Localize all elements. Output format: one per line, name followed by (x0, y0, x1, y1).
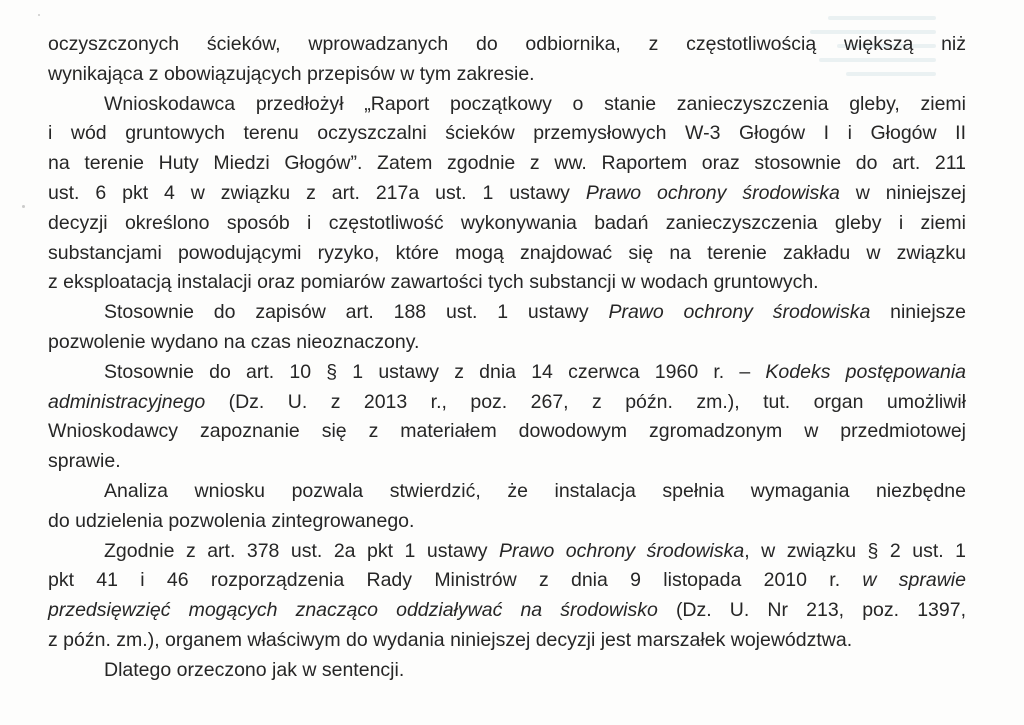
paragraph-3 (48, 298, 966, 358)
line-2 (48, 60, 966, 90)
paragraph-1 (48, 30, 966, 90)
text-fragment: (Dz. U. z 2013 r., poz. 267, z późn. zm.), tut. organ umożliwił (205, 390, 966, 413)
line-15 (48, 447, 966, 477)
text-fragment: Zgodnie z art. 378 ust. 2a pkt 1 ustawy (104, 539, 500, 562)
text-fragment: wynikająca z obowiązujących przepisów w tym zakresie. (48, 62, 535, 85)
text-fragment: ust. 6 pkt 4 w związku z art. 217a ust. 1 ustawy (48, 181, 586, 204)
line-3 (48, 90, 966, 120)
text-fragment: Dlatego orzeczono jak w sentencji. (104, 658, 405, 681)
line-6 (48, 179, 966, 209)
line-7 (48, 209, 966, 239)
line-10 (48, 298, 966, 328)
scan-speck (38, 14, 40, 16)
paragraph-5 (48, 477, 966, 537)
line-18 (48, 537, 966, 567)
line-1 (48, 30, 966, 60)
text-fragment: na terenie Huty Miedzi Głogów”. Zatem zgodnie z ww. Raportem oraz stosownie do art. 211 (48, 152, 966, 175)
text-fragment: pkt 41 i 46 rozporządzenia Rady Ministrów z dnia 9 listopada 2010 r. (48, 569, 863, 592)
text-fragment: z późn. zm.), organem właściwym do wydania niniejszej decyzji jest marszałek województwa. (48, 628, 853, 651)
scan-speck (22, 205, 25, 208)
italic-text-fragment: w sprawie (862, 569, 966, 592)
text-fragment: Stosownie do zapisów art. 188 ust. 1 ustawy (104, 301, 609, 324)
text-fragment: i wód gruntowych terenu oczyszczalni ścieków przemysłowych W-3 Głogów I i Głogów II (48, 122, 966, 145)
italic-text-fragment: przedsięwzięć mogących znacząco oddziaływać na środowisko (48, 599, 658, 622)
line-20 (48, 596, 966, 626)
line-14 (48, 417, 966, 447)
text-fragment: sprawie. (48, 450, 121, 473)
line-5 (48, 149, 966, 179)
text-fragment: (Dz. U. Nr 213, poz. 1397, (657, 599, 966, 622)
text-fragment: do udzielenia pozwolenia zintegrowanego. (48, 509, 415, 532)
line-9 (48, 268, 966, 298)
paragraph-7 (48, 656, 966, 686)
line-8 (48, 239, 966, 269)
line-21 (48, 626, 966, 656)
paragraph-6 (48, 537, 966, 656)
line-11 (48, 328, 966, 358)
italic-text-fragment: administracyjnego (48, 390, 206, 413)
line-22 (48, 656, 966, 686)
italic-text-fragment: Kodeks postępowania (765, 360, 966, 383)
line-17 (48, 507, 966, 537)
text-fragment: pozwolenie wydano na czas nieoznaczony. (48, 330, 420, 353)
text-fragment: Stosownie do art. 10 § 1 ustawy z dnia 14 czerwca 1960 r. – (104, 360, 766, 383)
document-page (48, 30, 966, 686)
text-fragment: w niniejszej (839, 181, 966, 204)
text-fragment: , w związku § 2 ust. 1 (744, 539, 966, 562)
text-fragment: z eksploatacją instalacji oraz pomiarów zawartości tych substancji w wodach gruntowych. (48, 271, 819, 294)
line-13 (48, 388, 966, 418)
paragraph-4 (48, 358, 966, 477)
text-fragment: substancjami powodującymi ryzyko, które mogą znajdować się na terenie zakładu w związku (48, 241, 966, 264)
paragraph-2 (48, 90, 966, 299)
text-fragment: Analiza wniosku pozwala stwierdzić, że instalacja spełnia wymagania niezbędne (104, 479, 966, 502)
text-fragment: oczyszczonych ścieków, wprowadzanych do odbiornika, z częstotliwością większą niż (48, 33, 966, 55)
italic-text-fragment: Prawo ochrony środowiska (585, 181, 840, 204)
text-fragment: niniejsze (870, 301, 967, 324)
text-fragment: Wnioskodawca przedłożył „Raport początkowy o stanie zanieczyszczenia gleby, ziemi (104, 92, 966, 115)
line-4 (48, 119, 966, 149)
text-fragment: Wnioskodawcy zapoznanie się z materiałem dowodowym zgromadzonym w przedmiotowej (48, 420, 966, 443)
text-fragment: decyzji określono sposób i częstotliwość wykonywania badań zanieczyszczenia gleby i ziemi (48, 211, 966, 234)
line-12 (48, 358, 966, 388)
italic-text-fragment: Prawo ochrony środowiska (608, 301, 871, 324)
line-19 (48, 566, 966, 596)
italic-text-fragment: Prawo ochrony środowiska (499, 539, 745, 562)
line-16 (48, 477, 966, 507)
